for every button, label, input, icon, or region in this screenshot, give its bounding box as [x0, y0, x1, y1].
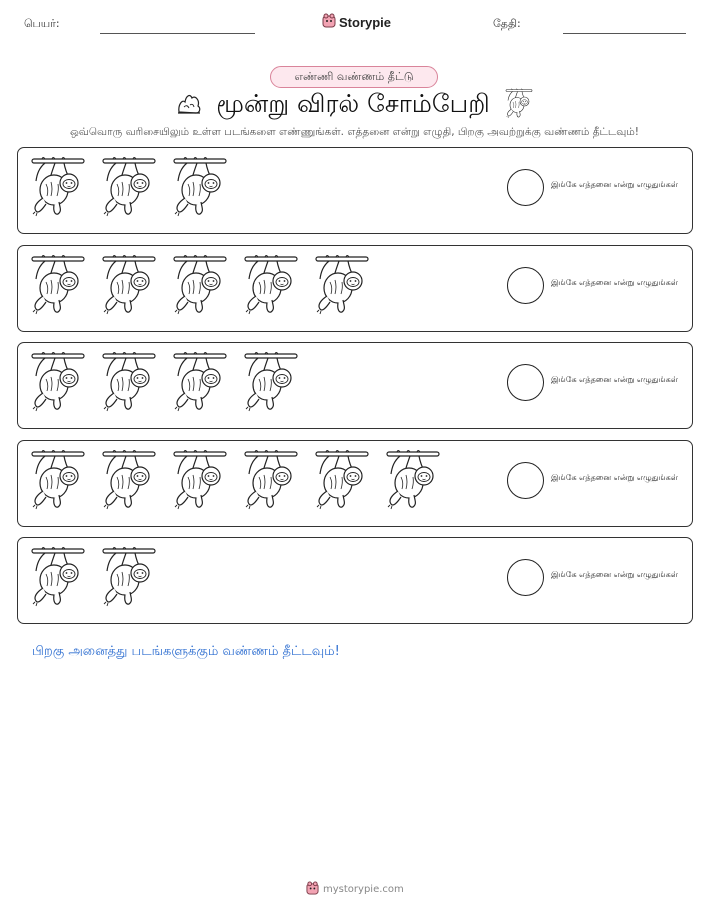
sloth-icon[interactable] — [100, 349, 158, 413]
sloth-group — [29, 544, 158, 608]
date-field[interactable] — [563, 33, 686, 34]
counting-row — [17, 245, 693, 332]
name-label: பெயர்: — [24, 17, 60, 30]
sloth-icon[interactable] — [171, 154, 229, 218]
counting-row — [17, 342, 693, 429]
sloth-icon[interactable] — [29, 544, 87, 608]
name-field[interactable] — [100, 33, 255, 34]
sloth-group — [29, 349, 300, 413]
brand-name: Storypie — [339, 15, 392, 30]
sloth-icon[interactable] — [29, 447, 87, 511]
answer-label: இங்கே எத்தனை என்று எழுதுங்கள் — [551, 277, 678, 287]
sloth-icon[interactable] — [100, 447, 158, 511]
activity-badge: எண்ணி வண்ணம் தீட்டு — [270, 66, 438, 88]
sloth-icon — [504, 87, 534, 123]
sloth-icon[interactable] — [29, 349, 87, 413]
site-url: mystorypie.com — [323, 884, 404, 895]
sloth-icon[interactable] — [171, 447, 229, 511]
sloth-icon[interactable] — [313, 447, 371, 511]
answer-circle[interactable] — [507, 267, 544, 304]
sloth-icon[interactable] — [242, 252, 300, 316]
answer-label: இங்கே எத்தனை என்று எழுதுங்கள் — [551, 180, 678, 189]
sloth-icon[interactable] — [313, 252, 371, 316]
answer-label: இங்கே எத்தனை என்று எழுதுங்கள் — [551, 570, 678, 579]
footer-instruction: பிறகு அனைத்து படங்களுக்கும் வண்ணம் தீட்டவும்! — [32, 644, 340, 659]
counting-row — [17, 440, 693, 527]
sloth-icon[interactable] — [100, 154, 158, 218]
sloth-group — [29, 447, 442, 511]
sloth-icon[interactable] — [29, 154, 87, 218]
sloth-icon[interactable] — [242, 349, 300, 413]
date-label: தேதி: — [493, 17, 521, 30]
storypie-logo-icon — [322, 13, 336, 32]
counting-row — [17, 147, 693, 234]
answer-label: இங்கே எத்தனை என்று எழுதுங்கள் — [551, 472, 678, 482]
sloth-group — [29, 154, 229, 218]
sloth-icon[interactable] — [100, 544, 158, 608]
sloth-icon[interactable] — [100, 252, 158, 316]
instructions: ஒவ்வொரு வரிசையிலும் உள்ள படங்களை எண்ணுங்கள். எத்தனை என்று எழுதி, பிறகு அவற்றுக்கு வண்ணம் தீட்டவும்! — [70, 126, 639, 138]
answer-circle[interactable] — [507, 559, 544, 596]
counting-row — [17, 537, 693, 624]
counting-rows — [17, 147, 693, 635]
answer-label: இங்கே எத்தனை என்று எழுதுங்கள் — [551, 375, 678, 384]
sloth-icon[interactable] — [384, 447, 442, 511]
brand-logo — [322, 13, 391, 32]
sloth-icon[interactable] — [171, 252, 229, 316]
sloth-group — [29, 252, 371, 316]
footer-site — [306, 880, 404, 899]
sloth-icon[interactable] — [242, 447, 300, 511]
answer-circle[interactable] — [507, 462, 544, 499]
page-title: மூன்று விரல் சோம்பேறி — [216, 88, 490, 118]
sloth-icon[interactable] — [171, 349, 229, 413]
answer-circle[interactable] — [507, 169, 544, 206]
sloth-icon[interactable] — [29, 252, 87, 316]
title-block — [150, 88, 560, 122]
rock-icon — [176, 90, 202, 120]
answer-circle[interactable] — [507, 364, 544, 401]
storypie-logo-icon — [306, 880, 319, 899]
